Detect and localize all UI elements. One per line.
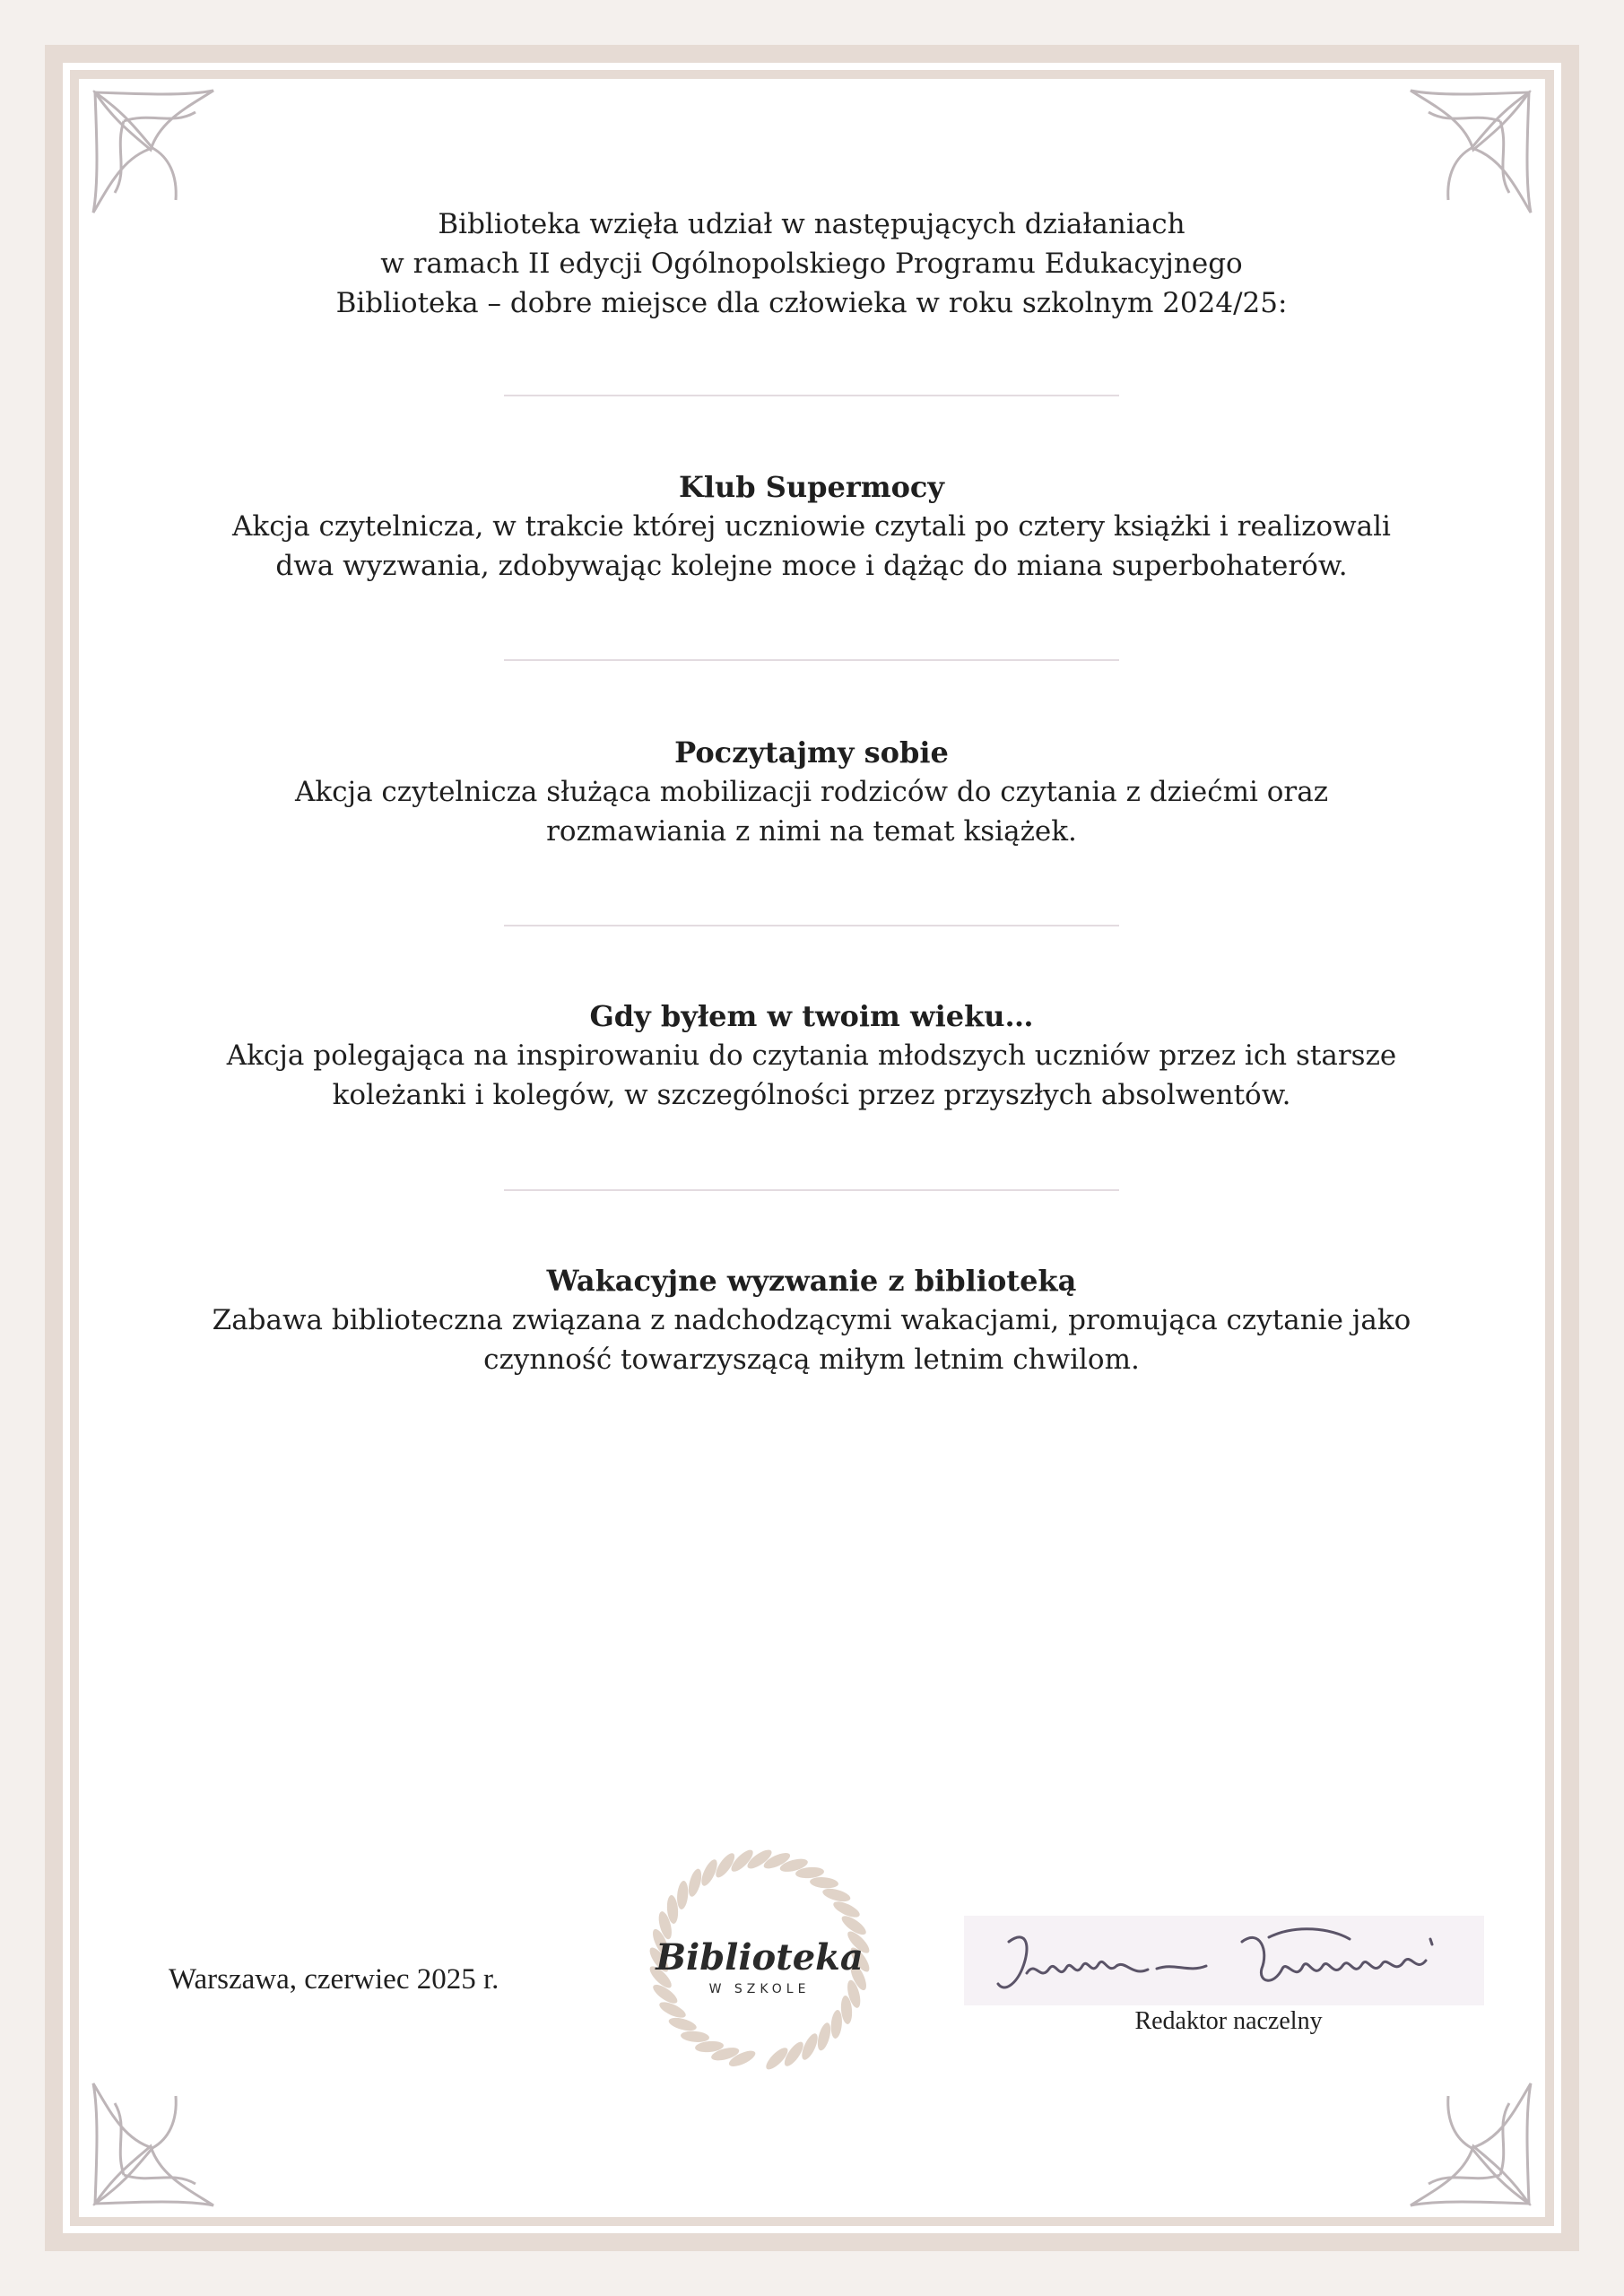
wreath-leaf xyxy=(686,1867,704,1898)
place-date: Warszawa, czerwiec 2025 r. xyxy=(169,1963,499,1996)
wreath-leaf xyxy=(829,2010,843,2039)
wreath-leaf xyxy=(810,1876,839,1890)
section-divider xyxy=(504,925,1119,926)
section-poczytajmy-sobie xyxy=(184,733,1439,851)
section-divider xyxy=(504,395,1119,396)
section-wakacyjne-wyzwanie xyxy=(184,1261,1439,1379)
intro-line: w ramach II edycji Ogólnopolskiego Programu Edukacyjnego xyxy=(380,248,1243,280)
section-title: Klub Supermocy xyxy=(679,470,944,504)
section-title: Gdy byłem w twoim wieku… xyxy=(589,999,1034,1033)
corner-ornament-icon xyxy=(88,85,222,220)
section-klub-supermocy xyxy=(184,467,1439,586)
section-description: Akcja czytelnicza służąca mobilizacji rodziców do czytania z dziećmi oraz rozmawiania z nimi na temat książek. xyxy=(294,776,1329,848)
corner-ornament-icon xyxy=(1402,2076,1536,2211)
intro-line: Biblioteka wzięła udział w następujących działaniach xyxy=(438,208,1185,240)
seal-subtitle: W SZKOLE xyxy=(708,1982,811,1996)
corner-ornament-icon xyxy=(1402,85,1536,220)
intro-line: Biblioteka – dobre miejsce dla człowieka w roku szkolnym 2024/25: xyxy=(335,287,1288,319)
section-divider xyxy=(504,659,1119,661)
intro-text xyxy=(184,204,1439,323)
section-divider xyxy=(504,1189,1119,1191)
wreath-leaf xyxy=(821,1886,852,1904)
section-title: Wakacyjne wyzwanie z biblioteką xyxy=(546,1264,1077,1298)
section-description: Akcja polegająca na inspirowaniu do czytania młodszych uczniów przez ich starsze koleżanki i kolegów, w szczególności przez przyszłych absolwentów. xyxy=(226,1039,1397,1111)
wreath-leaf xyxy=(815,2022,833,2052)
library-seal xyxy=(638,1839,881,2081)
section-gdy-bylem xyxy=(184,996,1439,1115)
seal-title: Biblioteka xyxy=(656,1936,864,1979)
signature-image xyxy=(973,1919,1475,2005)
signer-role: Redaktor naczelny xyxy=(1134,2007,1323,2035)
corner-ornament-icon xyxy=(88,2076,222,2211)
wreath-leaf xyxy=(681,2030,710,2043)
wreath-leaf xyxy=(667,2015,698,2033)
wreath-leaf xyxy=(676,1881,690,1910)
section-description: Zabawa biblioteczna związana z nadchodzącymi wakacjami, promująca czytanie jako czynność towarzyszącą miłym letnim chwilom. xyxy=(212,1304,1411,1376)
section-title: Poczytajmy sobie xyxy=(674,735,949,770)
section-description: Akcja czytelnicza, w trakcie której uczniowie czytali po cztery książki i realizowali dwa wyzwania, zdobywając kolejne moce i dążąc do miana superbohaterów. xyxy=(232,510,1391,582)
